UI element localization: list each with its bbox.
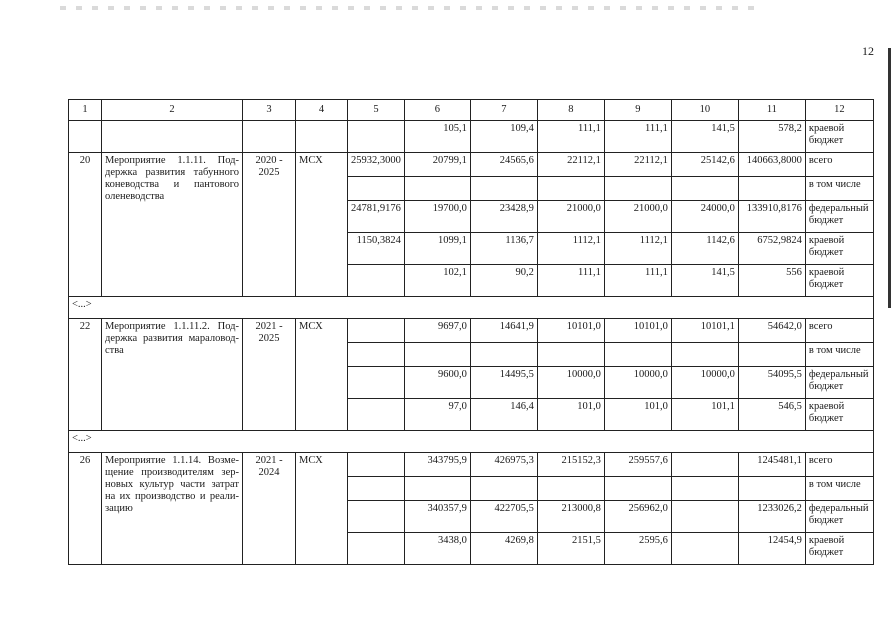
table-cell: 24000,0 — [671, 201, 738, 233]
table-cell: 54642,0 — [738, 319, 805, 343]
table-cell: 10000,0 — [671, 367, 738, 399]
table-cell — [348, 453, 405, 477]
table-cell: 146,4 — [470, 399, 537, 431]
table-cell — [738, 177, 805, 201]
table-cell — [470, 177, 537, 201]
table-cell: 14495,5 — [470, 367, 537, 399]
table-cell: 556 — [738, 265, 805, 297]
header-cell: 9 — [604, 100, 671, 121]
table-cell — [604, 477, 671, 501]
table-cell — [348, 367, 405, 399]
table-cell: федеральный бюджет — [805, 501, 873, 533]
item-name: Мероприятие 1.1.11. Поддержка развития табунного коневодства и пантового оленеводства — [102, 153, 243, 297]
table-cell — [348, 533, 405, 565]
table-cell: 90,2 — [470, 265, 537, 297]
table-cell: федеральный бюджет — [805, 367, 873, 399]
table-row — [69, 319, 874, 343]
table-row — [69, 453, 874, 477]
table-cell: 141,5 — [671, 265, 738, 297]
table-cell: 21000,0 — [604, 201, 671, 233]
table-cell: в том числе — [805, 477, 873, 501]
table-cell: 111,1 — [604, 121, 671, 153]
table-cell: 1245481,1 — [738, 453, 805, 477]
table-cell: 10101,0 — [604, 319, 671, 343]
table-cell: 105,1 — [404, 121, 470, 153]
table-cell: 343795,9 — [404, 453, 470, 477]
table-cell: 1150,3824 — [348, 233, 405, 265]
table-cell: 141,5 — [671, 121, 738, 153]
table-row — [69, 121, 874, 153]
table-cell — [348, 343, 405, 367]
table-cell: всего — [805, 153, 873, 177]
table-cell: 102,1 — [404, 265, 470, 297]
table-cell: 3438,0 — [404, 533, 470, 565]
table-cell — [738, 477, 805, 501]
table-cell: 111,1 — [604, 265, 671, 297]
table-cell: всего — [805, 453, 873, 477]
table-cell: 546,5 — [738, 399, 805, 431]
header-cell: 6 — [404, 100, 470, 121]
table-cell — [671, 477, 738, 501]
table-cell — [537, 477, 604, 501]
table-cell: 9697,0 — [404, 319, 470, 343]
table-cell — [404, 477, 470, 501]
table-cell: 340357,9 — [404, 501, 470, 533]
table-cell: 24781,9176 — [348, 201, 405, 233]
table-cell: краевой бюджет — [805, 233, 873, 265]
table-cell: 9600,0 — [404, 367, 470, 399]
table-cell: 111,1 — [537, 265, 604, 297]
header-cell: 3 — [243, 100, 296, 121]
table-cell: в том числе — [805, 343, 873, 367]
table-cell — [348, 477, 405, 501]
table-cell: краевой бюджет — [805, 399, 873, 431]
table-cell: 1233026,2 — [738, 501, 805, 533]
table-cell: 10000,0 — [537, 367, 604, 399]
table-cell: в том числе — [805, 177, 873, 201]
table-cell — [348, 265, 405, 297]
table-cell: 111,1 — [537, 121, 604, 153]
table-cell — [537, 343, 604, 367]
scan-artifact — [60, 6, 760, 10]
ellipsis-row — [69, 297, 874, 319]
table-cell — [738, 343, 805, 367]
header-cell: 10 — [671, 100, 738, 121]
table-cell: 109,4 — [470, 121, 537, 153]
table-cell: 215152,3 — [537, 453, 604, 477]
table-cell: 20799,1 — [404, 153, 470, 177]
table-cell: 2595,6 — [604, 533, 671, 565]
item-period: 2021 - 2025 — [243, 319, 296, 431]
table-cell: 426975,3 — [470, 453, 537, 477]
table-cell: краевой бюджет — [805, 265, 873, 297]
table-cell — [671, 453, 738, 477]
table-cell: 140663,8000 — [738, 153, 805, 177]
table-cell: краевой бюджет — [805, 121, 873, 153]
table-row — [69, 153, 874, 177]
table-cell — [348, 501, 405, 533]
table-cell: 1112,1 — [604, 233, 671, 265]
table-cell: 10101,1 — [671, 319, 738, 343]
table-cell: 1099,1 — [404, 233, 470, 265]
table-cell — [404, 343, 470, 367]
table-cell: 213000,8 — [537, 501, 604, 533]
table-cell — [671, 177, 738, 201]
table-cell: 256962,0 — [604, 501, 671, 533]
item-name: Мероприятие 1.1.14. Возмещение производителям зерновых культур части затрат на их производство и реализацию — [102, 453, 243, 565]
table-cell — [604, 343, 671, 367]
header-cell: 8 — [537, 100, 604, 121]
table-cell: 25142,6 — [671, 153, 738, 177]
header-cell: 5 — [348, 100, 405, 121]
header-cell: 2 — [102, 100, 243, 121]
item-number: 20 — [69, 153, 102, 297]
table-cell — [671, 343, 738, 367]
table-cell: 10101,0 — [537, 319, 604, 343]
table-cell: 133910,8176 — [738, 201, 805, 233]
table-cell: 23428,9 — [470, 201, 537, 233]
ellipsis-text: <...> — [69, 431, 874, 453]
table-cell: 4269,8 — [470, 533, 537, 565]
ellipsis-row — [69, 431, 874, 453]
table-cell: 14641,9 — [470, 319, 537, 343]
ellipsis-text: <...> — [69, 297, 874, 319]
budget-table — [68, 99, 874, 565]
table-cell: 22112,1 — [604, 153, 671, 177]
table-cell — [348, 319, 405, 343]
table-cell: 578,2 — [738, 121, 805, 153]
table-cell — [671, 501, 738, 533]
table-cell: 1136,7 — [470, 233, 537, 265]
page-edge-shadow — [888, 48, 891, 308]
header-cell: 11 — [738, 100, 805, 121]
table-cell — [470, 343, 537, 367]
table-cell: краевой бюджет — [805, 533, 873, 565]
item-number: 22 — [69, 319, 102, 431]
table-cell: 22112,1 — [537, 153, 604, 177]
header-cell: 1 — [69, 100, 102, 121]
table-cell: 12454,9 — [738, 533, 805, 565]
table-cell: 25932,3000 — [348, 153, 405, 177]
table-cell: 97,0 — [404, 399, 470, 431]
table-header-row — [69, 100, 874, 121]
item-name: Мероприятие 1.1.11.2. Поддержка развития мараловодства — [102, 319, 243, 431]
table-cell — [348, 399, 405, 431]
item-number: 26 — [69, 453, 102, 565]
table-cell — [348, 177, 405, 201]
table-cell — [470, 477, 537, 501]
header-cell: 4 — [296, 100, 348, 121]
table-cell: федеральный бюджет — [805, 201, 873, 233]
table-cell — [537, 177, 604, 201]
table-cell: 422705,5 — [470, 501, 537, 533]
table-cell: 259557,6 — [604, 453, 671, 477]
table-cell: 1142,6 — [671, 233, 738, 265]
table-cell: 19700,0 — [404, 201, 470, 233]
header-cell: 7 — [470, 100, 537, 121]
table-cell: 21000,0 — [537, 201, 604, 233]
table-cell: 101,0 — [604, 399, 671, 431]
item-period: 2020 - 2025 — [243, 153, 296, 297]
table-cell — [404, 177, 470, 201]
table-cell: 54095,5 — [738, 367, 805, 399]
table-cell: 1112,1 — [537, 233, 604, 265]
item-org: МСХ — [296, 453, 348, 565]
table-cell: всего — [805, 319, 873, 343]
table-cell: 2151,5 — [537, 533, 604, 565]
table-cell: 101,0 — [537, 399, 604, 431]
page-number: 12 — [862, 44, 874, 58]
table-cell: 101,1 — [671, 399, 738, 431]
item-org: МСХ — [296, 153, 348, 297]
table-cell: 10000,0 — [604, 367, 671, 399]
item-org: МСХ — [296, 319, 348, 431]
item-period: 2021 - 2024 — [243, 453, 296, 565]
table-cell: 6752,9824 — [738, 233, 805, 265]
table-cell: 24565,6 — [470, 153, 537, 177]
table-cell — [604, 177, 671, 201]
header-cell: 12 — [805, 100, 873, 121]
table-cell — [671, 533, 738, 565]
